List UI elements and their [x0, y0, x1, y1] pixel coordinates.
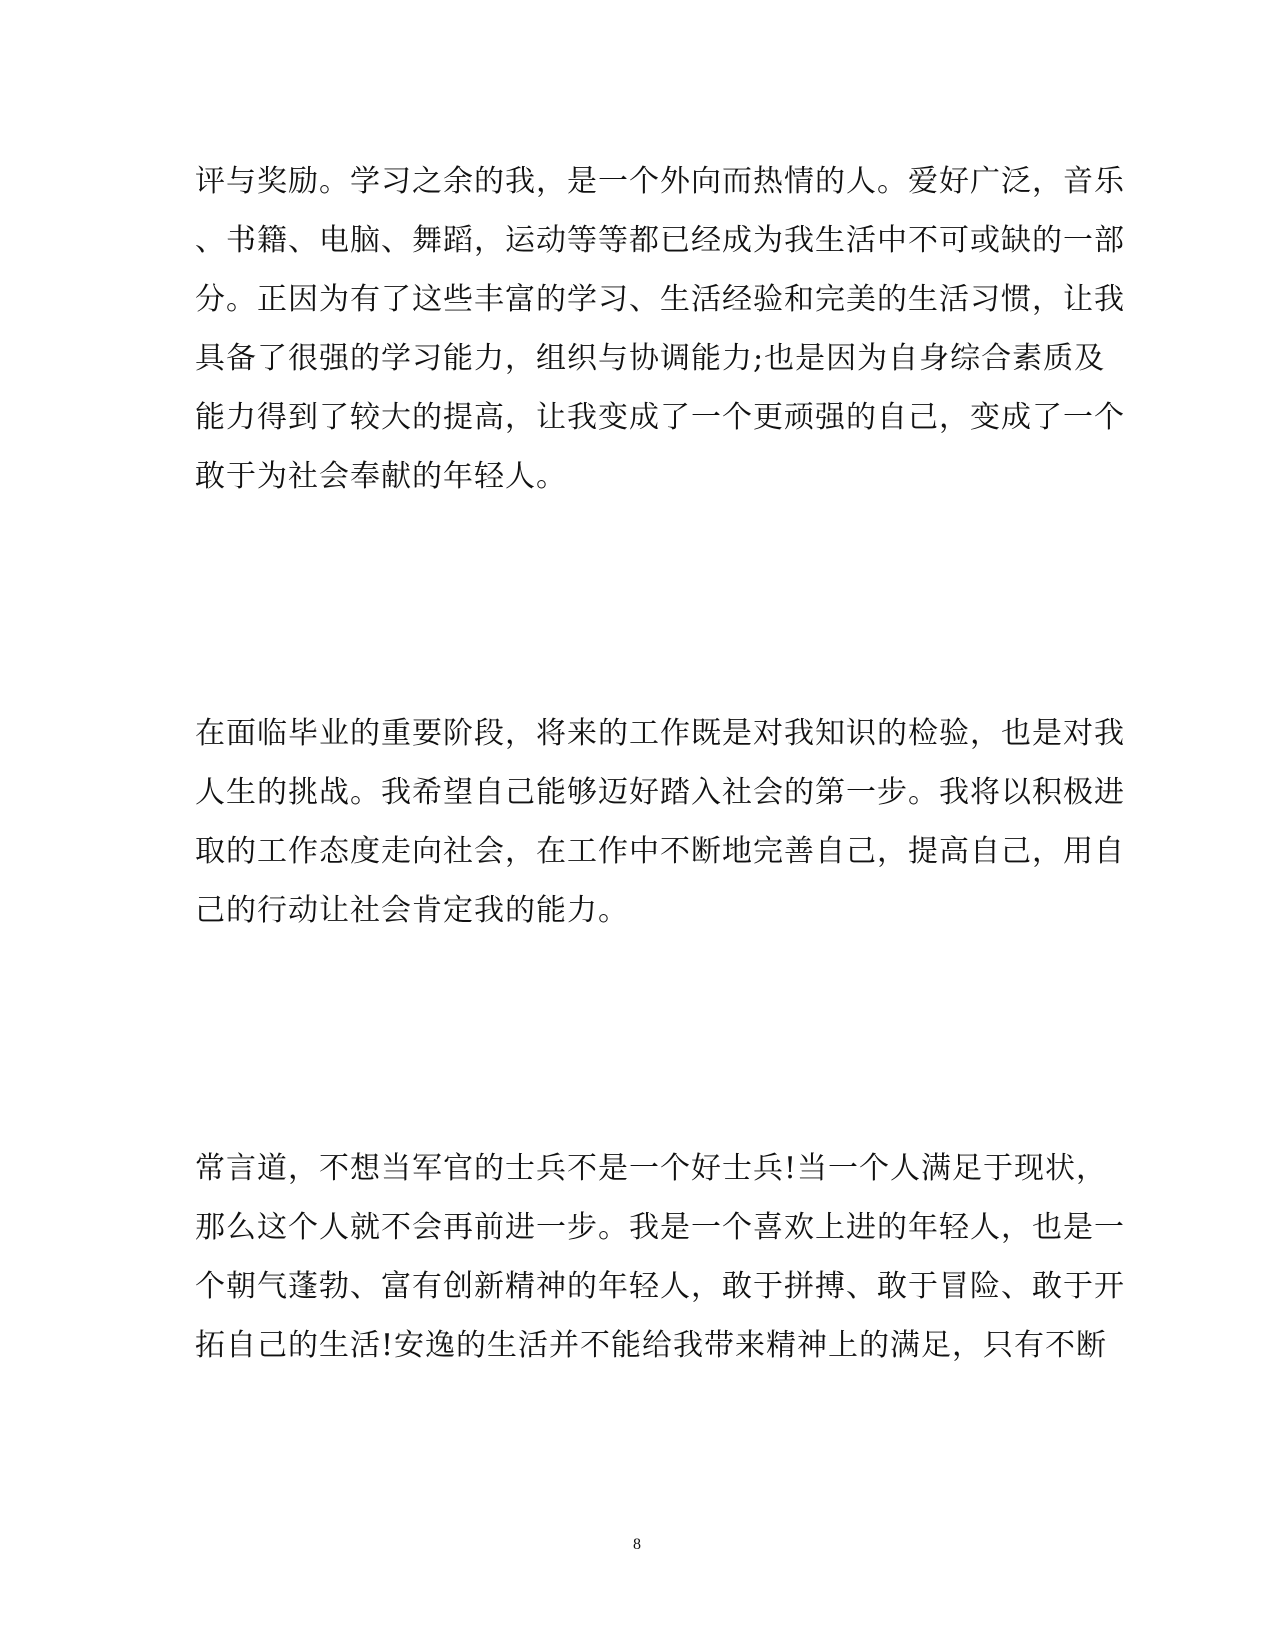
paragraph-line: 人生的挑战。我希望自己能够迈好踏入社会的第一步。我将以积极进 — [195, 775, 1125, 810]
paragraph-line: 己的行动让社会肯定我的能力。 — [195, 893, 629, 928]
paragraph-line: 常言道，不想当军官的士兵不是一个好士兵!当一个人满足于现状， — [195, 1151, 1108, 1186]
paragraph-line: 敢于为社会奉献的年轻人。 — [195, 459, 567, 494]
paragraph-line: 、书籍、电脑、舞蹈，运动等等都已经成为我生活中不可或缺的一部 — [195, 223, 1125, 258]
paragraph-line: 具备了很强的学习能力，组织与协调能力;也是因为自身综合素质及 — [195, 341, 1106, 376]
paragraph-line: 个朝气蓬勃、富有创新精神的年轻人，敢于拼搏、敢于冒险、敢于开 — [195, 1269, 1125, 1304]
paragraph-line: 评与奖励。学习之余的我，是一个外向而热情的人。爱好广泛，音乐 — [195, 164, 1125, 199]
paragraph-line: 那么这个人就不会再前进一步。我是一个喜欢上进的年轻人，也是一 — [195, 1210, 1125, 1245]
page-number: 8 — [633, 1536, 641, 1553]
paragraph-line: 能力得到了较大的提高，让我变成了一个更顽强的自己，变成了一个 — [195, 400, 1125, 435]
paragraph-line: 拓自己的生活!安逸的生活并不能给我带来精神上的满足，只有不断 — [195, 1328, 1108, 1363]
paragraph-line: 取的工作态度走向社会，在工作中不断地完善自己，提高自己，用自 — [195, 834, 1125, 869]
paragraph-line: 分。正因为有了这些丰富的学习、生活经验和完美的生活习惯，让我 — [195, 282, 1125, 317]
paragraph-line: 在面临毕业的重要阶段，将来的工作既是对我知识的检验，也是对我 — [195, 716, 1125, 751]
